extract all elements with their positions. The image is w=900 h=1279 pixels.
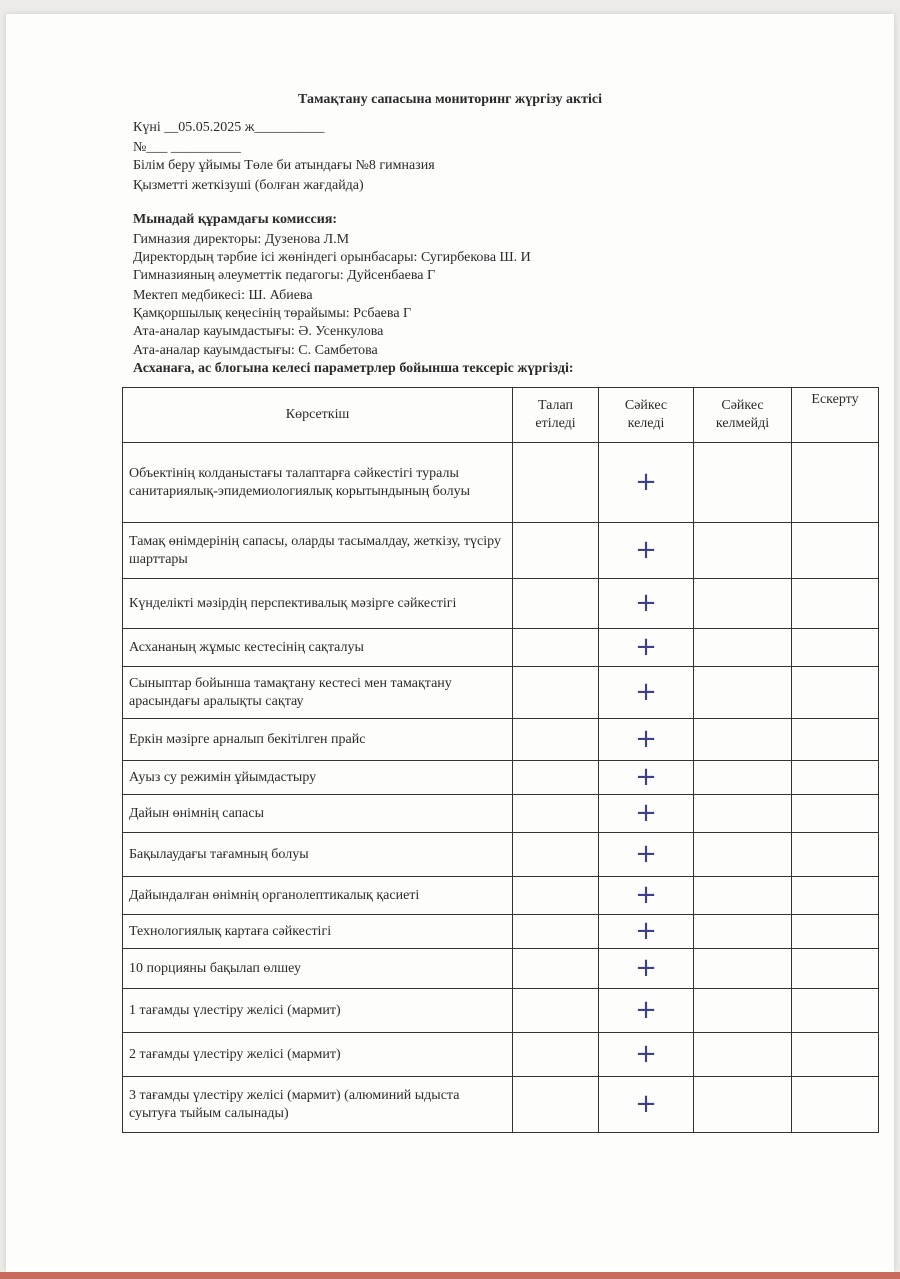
note-cell (792, 579, 879, 629)
header-note: Ескерту (792, 388, 879, 443)
noncompliant-cell (694, 915, 792, 949)
handwritten-plus-mark: + (635, 838, 657, 869)
commission-member: Ата-аналар кауымдастығы: С. Самбетова (133, 343, 378, 358)
commission-member: Гимназия директоры: Дузенова Л.М (133, 232, 350, 247)
handwritten-plus-mark: + (635, 797, 657, 828)
handwritten-plus-mark: + (635, 1038, 657, 1069)
noncompliant-cell (694, 629, 792, 667)
commission-member: Ата-аналар кауымдастығы: Ә. Усенкулова (133, 324, 384, 339)
handwritten-plus-mark: + (635, 952, 657, 983)
indicator-cell: 1 тағамды үлестіру желісі (мармит) (123, 989, 513, 1033)
note-cell (792, 1077, 879, 1133)
required-cell (513, 667, 599, 719)
noncompliant-cell (694, 877, 792, 915)
handwritten-plus-mark: + (635, 723, 657, 754)
commission-member: Гимназияның әлеуметтік педагогы: Дуйсенбаева Г (133, 268, 436, 283)
note-cell (792, 1033, 879, 1077)
compliant-cell (599, 443, 694, 523)
compliant-cell (599, 761, 694, 795)
page-bottom-edge (0, 1272, 900, 1279)
compliant-cell (599, 1077, 694, 1133)
header-noncompliant: Сәйкес келмейді (694, 388, 792, 443)
indicator-cell: 2 тағамды үлестіру желісі (мармит) (123, 1033, 513, 1077)
compliant-cell (599, 877, 694, 915)
organization-line: Білім беру ұйымы Төле би атындағы №8 гимназия (133, 158, 435, 173)
compliant-cell (599, 719, 694, 761)
commission-member: Қамқоршылық кеңесінің төрайымы: Рсбаева Г (133, 306, 412, 321)
indicator-cell: Еркін мәзірге арналып бекітілген прайс (123, 719, 513, 761)
handwritten-plus-mark: + (635, 534, 657, 565)
table-row (123, 833, 879, 877)
commission-heading: Мынадай құрамдағы комиссия: (133, 212, 338, 227)
handwritten-plus-mark: + (635, 587, 657, 618)
required-cell (513, 989, 599, 1033)
indicator-cell: 3 тағамды үлестіру желісі (мармит) (алюминий ыдыста суытуға тыйым салынады) (123, 1077, 513, 1133)
table-row (123, 1077, 879, 1133)
handwritten-plus-mark: + (635, 631, 657, 662)
compliant-cell (599, 795, 694, 833)
supplier-line: Қызметті жеткізуші (болған жағдайда) (133, 178, 364, 193)
table-row (123, 667, 879, 719)
indicator-cell: Дайындалған өнімнің органолептикалық қасиеті (123, 877, 513, 915)
noncompliant-cell (694, 1033, 792, 1077)
compliant-cell (599, 667, 694, 719)
note-cell (792, 629, 879, 667)
table-row (123, 1033, 879, 1077)
noncompliant-cell (694, 443, 792, 523)
indicator-cell: Бақылаудағы тағамның болуы (123, 833, 513, 877)
indicator-cell: Сыныптар бойынша тамақтану кестесі мен тамақтану арасындағы аралықты сақтау (123, 667, 513, 719)
required-cell (513, 915, 599, 949)
compliant-cell (599, 523, 694, 579)
note-cell (792, 523, 879, 579)
table-row (123, 629, 879, 667)
inspection-table (122, 387, 879, 1133)
compliant-cell (599, 833, 694, 877)
note-cell (792, 833, 879, 877)
inspection-intro: Асханаға, ас блогына келесі параметрлер бойынша тексеріс жүргізді: (133, 361, 574, 376)
required-cell (513, 795, 599, 833)
commission-member: Мектеп медбикесі: Ш. Абиева (133, 288, 313, 303)
note-cell (792, 795, 879, 833)
compliant-cell (599, 915, 694, 949)
handwritten-plus-mark: + (635, 466, 657, 497)
note-cell (792, 719, 879, 761)
compliant-cell (599, 989, 694, 1033)
header-compliant: Сәйкес келеді (599, 388, 694, 443)
header-required: Талап етіледі (513, 388, 599, 443)
handwritten-plus-mark: + (635, 676, 657, 707)
commission-member: Директордың тәрбие ісі жөніндегі орынбасары: Сугирбекова Ш. И (133, 250, 531, 265)
note-cell (792, 761, 879, 795)
required-cell (513, 579, 599, 629)
noncompliant-cell (694, 579, 792, 629)
handwritten-plus-mark: + (635, 915, 657, 946)
table-header-row (123, 388, 879, 443)
compliant-cell (599, 579, 694, 629)
table-row (123, 877, 879, 915)
required-cell (513, 1033, 599, 1077)
number-line: №___ __________ (133, 140, 241, 155)
table-row (123, 523, 879, 579)
note-cell (792, 443, 879, 523)
table-row (123, 719, 879, 761)
compliant-cell (599, 1033, 694, 1077)
noncompliant-cell (694, 1077, 792, 1133)
table-row (123, 989, 879, 1033)
required-cell (513, 1077, 599, 1133)
table-row (123, 443, 879, 523)
required-cell (513, 719, 599, 761)
indicator-cell: Ауыз су режимін ұйымдастыру (123, 761, 513, 795)
table-row (123, 795, 879, 833)
indicator-cell: Асхананың жұмыс кестесінің сақталуы (123, 629, 513, 667)
handwritten-plus-mark: + (635, 994, 657, 1025)
noncompliant-cell (694, 667, 792, 719)
required-cell (513, 833, 599, 877)
noncompliant-cell (694, 761, 792, 795)
handwritten-plus-mark: + (635, 1088, 657, 1119)
noncompliant-cell (694, 523, 792, 579)
document-title: Тамақтану сапасына мониторинг жүргізу актісі (298, 92, 602, 107)
indicator-cell: Дайын өнімнің сапасы (123, 795, 513, 833)
noncompliant-cell (694, 989, 792, 1033)
indicator-cell: Технологиялық картаға сәйкестігі (123, 915, 513, 949)
handwritten-plus-mark: + (635, 761, 657, 792)
indicator-cell: Объектінің колданыстағы талаптарға сәйкестігі туралы санитариялық-эпидемиологиялық корытындының болуы (123, 443, 513, 523)
table-row (123, 915, 879, 949)
required-cell (513, 877, 599, 915)
compliant-cell (599, 629, 694, 667)
date-line: Күні __05.05.2025 ж__________ (133, 120, 325, 135)
required-cell (513, 949, 599, 989)
required-cell (513, 443, 599, 523)
noncompliant-cell (694, 719, 792, 761)
handwritten-plus-mark: + (635, 879, 657, 910)
note-cell (792, 915, 879, 949)
note-cell (792, 667, 879, 719)
indicator-cell: 10 порцияны бақылап өлшеу (123, 949, 513, 989)
required-cell (513, 761, 599, 795)
note-cell (792, 989, 879, 1033)
noncompliant-cell (694, 833, 792, 877)
compliant-cell (599, 949, 694, 989)
table-row (123, 949, 879, 989)
noncompliant-cell (694, 795, 792, 833)
header-indicator: Көрсеткіш (123, 388, 513, 443)
table-row (123, 579, 879, 629)
required-cell (513, 523, 599, 579)
noncompliant-cell (694, 949, 792, 989)
indicator-cell: Тамақ өнімдерінің сапасы, оларды тасымалдау, жеткізу, түсіру шарттары (123, 523, 513, 579)
note-cell (792, 877, 879, 915)
table-row (123, 761, 879, 795)
indicator-cell: Күнделікті мәзірдің перспективалық мәзірге сәйкестігі (123, 579, 513, 629)
note-cell (792, 949, 879, 989)
required-cell (513, 629, 599, 667)
